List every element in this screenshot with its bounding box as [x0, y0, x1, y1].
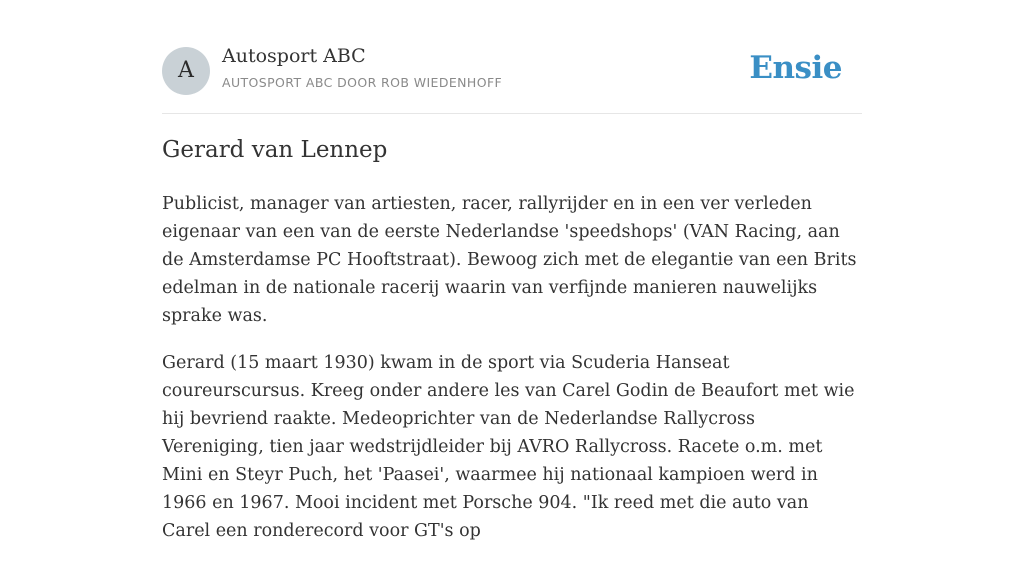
article-body	[162, 190, 862, 564]
article-paragraph-1: Publicist, manager van artiesten, racer, rallyrijder en in een ver verleden eigenaar van een van de eerste Nederlandse 'speedshops' (VAN Racing, aan de Amsterdamse PC Hooftstraat). Bewoog zich met de elegantie van een Brits edelman in de nationale racerij waarin van verfijnde manieren nauwelijks sprake was.	[162, 194, 857, 326]
author-avatar[interactable]: A	[162, 47, 210, 95]
content-column	[162, 0, 862, 541]
article-header	[162, 0, 862, 114]
author-name[interactable]: Autosport ABC	[222, 45, 366, 67]
article-title: Gerard van Lennep	[162, 137, 388, 163]
article-paragraph-2: Gerard (15 maart 1930) kwam in de sport via Scuderia Hanseat coureurscursus. Kreeg onder andere les van Carel Godin de Beaufort met wie hij bevriend raakte. Medeoprichter van de Nederlandse Rallycross Vereniging, tien jaar wedstrijdleider bij AVRO Rallycross. Racete o.m. met Mini en Steyr Puch, het 'Paasei', waarmee hij nationaal kampioen werd in 1966 en 1967. Mooi incident met Porsche 904. "Ik reed met die auto van Carel een ronderecord voor GT's op	[162, 353, 855, 541]
author-subtitle: AUTOSPORT ABC DOOR ROB WIEDENHOFF	[222, 75, 503, 90]
ensie-logo-link[interactable]: Ensie	[749, 50, 842, 86]
